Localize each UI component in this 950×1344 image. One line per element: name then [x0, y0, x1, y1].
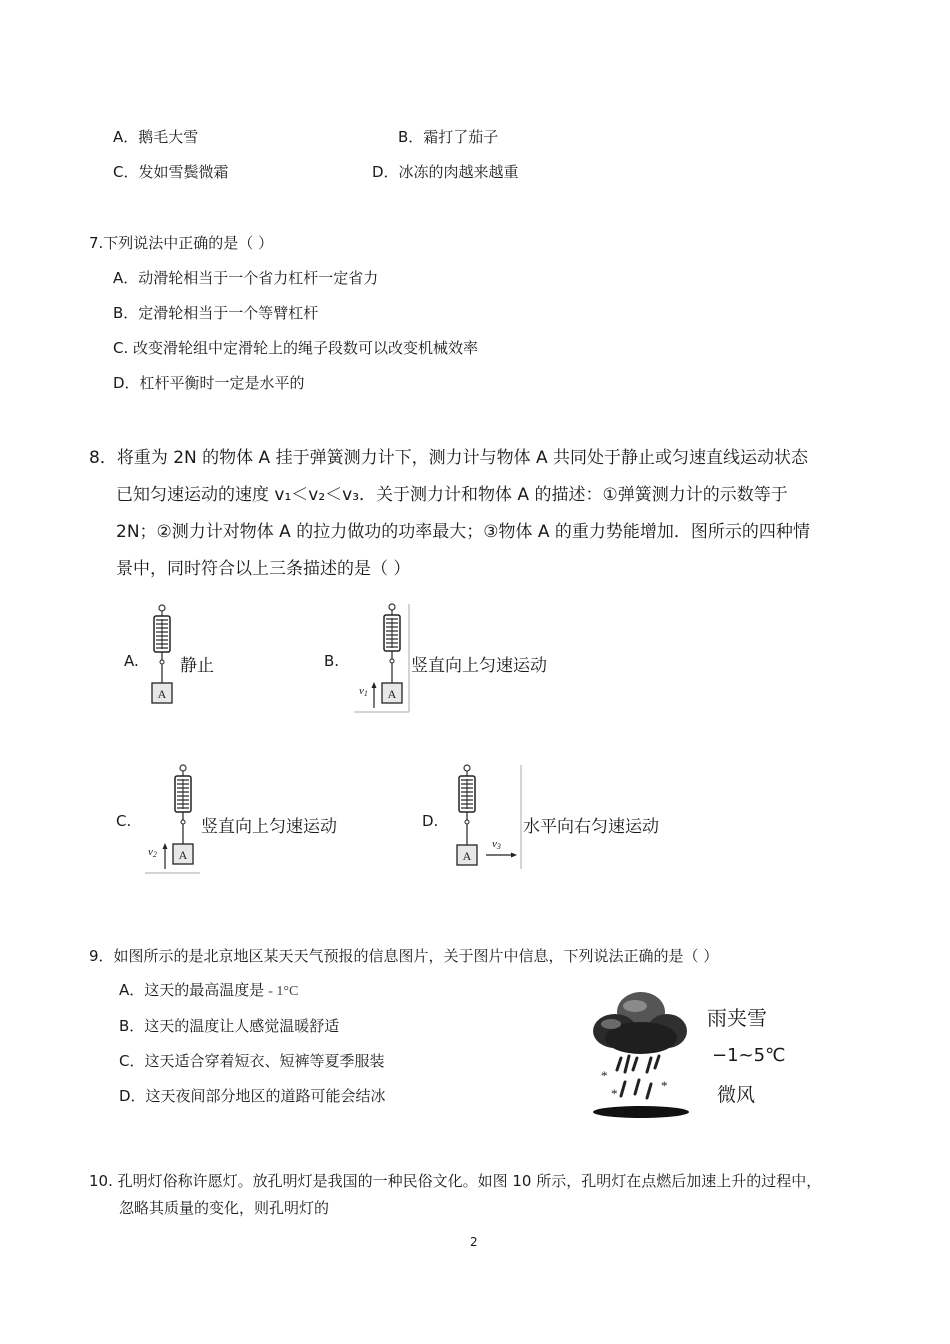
q8-stem-line1: 8．将重为 2N 的物体 A 挂于弹簧测力计下，测力计与物体 A 共同处于静止或匀速直线运动状态: [89, 448, 809, 468]
q7-option-c: C. 改变滑轮组中定滑轮上的绳子段数可以改变机械效率: [113, 339, 479, 357]
q7-option-a: A．动滑轮相当于一个省力杠杆一定省力: [113, 269, 379, 287]
q8-stem-line4: 景中，同时符合以上三条描述的是（ ）: [116, 559, 411, 579]
q8-figure-a-spring-scale: [145, 604, 179, 708]
q10-stem-line1: 10. 孔明灯俗称许愿灯。放孔明灯是我国的一种民俗文化。如图 10 所示，孔明灯在点燃后加速上升的过程中，: [89, 1172, 822, 1190]
q6-option-d: D．冰冻的肉越来越重: [372, 163, 519, 181]
q7-option-b: B．定滑轮相当于一个等臂杠杆: [113, 304, 319, 322]
svg-text:*: *: [661, 1078, 668, 1093]
q8-figure-c-letter: C.: [116, 812, 132, 830]
q6-option-a: A．鹅毛大雪: [113, 128, 199, 146]
q7-option-d: D．杠杆平衡时一定是水平的: [113, 374, 305, 392]
q8-figure-c-block-label: A: [178, 848, 188, 862]
q9-option-c: C．这天适合穿着短衣、短裤等夏季服装: [119, 1052, 385, 1070]
q8-figure-c-spring-scale: [143, 763, 201, 875]
sleet-weather-icon: [585, 986, 695, 1122]
q8-stem-line3: 2N；②测力计对物体 A 的拉力做功的功率最大；③物体 A 的重力势能增加．图所示的四种情: [116, 522, 810, 542]
q8-figure-c-velocity-sub: 2: [152, 850, 157, 859]
q10-stem-line2: 忽略其质量的变化，则孔明灯的: [119, 1199, 330, 1217]
weather-temperature: −1~5℃: [712, 1045, 786, 1066]
q8-figure-b-velocity: v: [359, 685, 364, 697]
weather-wind: 微风: [717, 1084, 756, 1106]
q9-option-a-value: - 1°C: [268, 984, 299, 999]
svg-text:v1: [359, 685, 368, 698]
q8-figure-c-velocity: v: [148, 846, 153, 858]
q8-figure-b-spring-scale: [352, 602, 410, 714]
q9-option-d: D．这天夜间部分地区的道路可能会结冰: [119, 1087, 386, 1105]
q8-stem-line2: 已知匀速运动的速度 v₁＜v₂＜v₃．关于测力计和物体 A 的描述：①弹簧测力计的示数等于: [116, 485, 788, 505]
q8-figure-d-caption: 水平向右匀速运动: [523, 817, 659, 837]
q6-option-b: B．霜打了茄子: [398, 128, 499, 146]
q8-figure-b-block-label: A: [387, 687, 397, 701]
page-number: 2: [470, 1235, 478, 1249]
q9-option-a-text: A．这天的最高温度是: [119, 981, 265, 999]
svg-text:v2: [148, 846, 157, 859]
q9-option-a: [119, 979, 298, 1000]
q8-figure-d-velocity-sub: 3: [496, 842, 501, 851]
svg-text:v3: [492, 838, 501, 851]
q9-stem: 9．如图所示的是北京地区某天天气预报的信息图片，关于图片中信息，下列说法正确的是（ ）: [89, 947, 719, 965]
q8-figure-b-velocity-sub: 1: [363, 689, 368, 698]
q9-option-b: B．这天的温度让人感觉温暖舒适: [119, 1017, 340, 1035]
q8-figure-d-spring-scale: [450, 763, 524, 871]
q6-option-c: C．发如雪鬓微霜: [113, 163, 229, 181]
q8-figure-d-letter: D.: [422, 812, 439, 830]
q8-figure-d-velocity: v: [492, 838, 497, 850]
weather-condition: 雨夹雪: [707, 1006, 767, 1030]
svg-text:*: *: [611, 1086, 618, 1101]
q8-figure-a-caption: 静止: [180, 656, 214, 676]
q8-figure-a-block-label: A: [157, 687, 167, 701]
q7-stem: 7.下列说法中正确的是（ ）: [89, 234, 274, 252]
q8-figure-a-letter: A.: [124, 652, 139, 670]
svg-text:*: *: [601, 1068, 608, 1083]
q8-figure-b-letter: B.: [324, 652, 340, 670]
q8-figure-c-caption: 竖直向上匀速运动: [201, 817, 337, 837]
q8-figure-b-caption: 竖直向上匀速运动: [411, 656, 547, 676]
q8-figure-d-block-label: A: [462, 849, 472, 863]
